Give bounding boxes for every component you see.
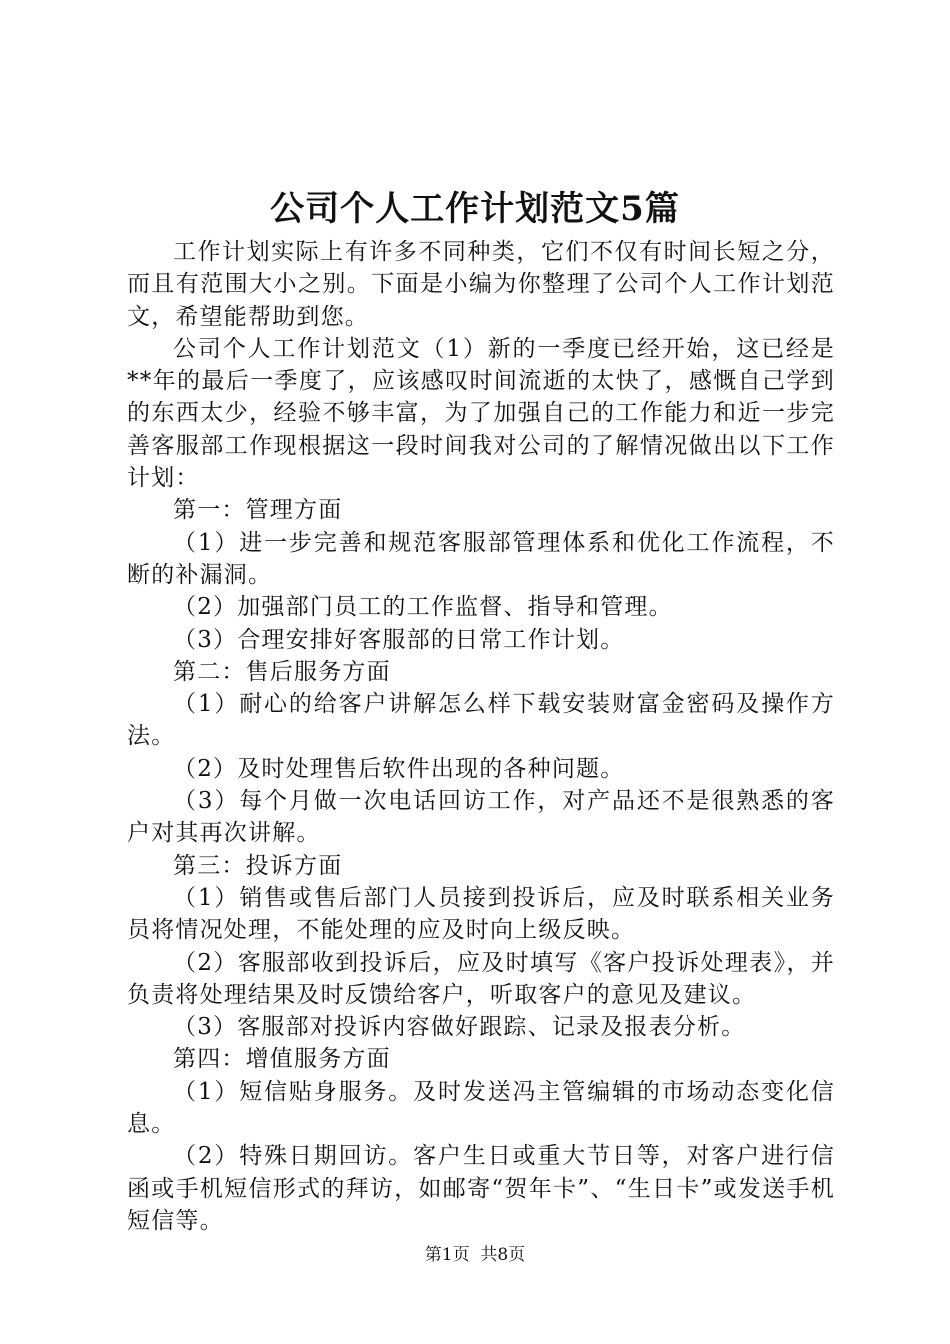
- section-item: （1）耐心的给客户讲解怎么样下载安装财富金密码及操作方法。: [127, 691, 835, 750]
- section-item: （1）进一步完善和规范客服部管理体系和优化工作流程，不断的补漏洞。: [127, 529, 835, 588]
- section-item: （2）特殊日期回访。客户生日或重大节日等，对客户进行信函或手机短信形式的拜访，如邮寄“贺年卡”、“生日卡”或发送手机短信等。: [127, 1143, 835, 1234]
- section-heading: 第三：投诉方面: [173, 852, 343, 879]
- section-item: （2）加强部门员工的工作监督、指导和管理。: [173, 594, 673, 621]
- document-title: 公司个人工作计划范文5篇: [270, 189, 680, 229]
- page-footer: [0, 1244, 950, 1266]
- page-total: 共8页: [480, 1245, 526, 1265]
- section-item: （3）客服部对投诉内容做好跟踪、记录及报表分析。: [173, 1014, 746, 1041]
- section-item: （3）合理安排好客服部的日常工作计划。: [173, 626, 625, 653]
- section-heading: 第二：售后服务方面: [173, 658, 391, 685]
- section-heading: 第一：管理方面: [173, 497, 343, 524]
- section-item: （1）短信贴身服务。及时发送冯主管编辑的市场动态变化信息。: [127, 1078, 835, 1138]
- intro-paragraph: 工作计划实际上有许多不同种类，它们不仅有时间长短之分，而且有范围大小之别。下面是小编为你整理了公司个人工作计划范文，希望能帮助到您。: [127, 239, 835, 330]
- section-item: （3）每个月做一次电话回访工作，对产品还不是很熟悉的客户对其再次讲解。: [127, 788, 835, 847]
- section-item: （2）及时处理售后软件出现的各种问题。: [173, 755, 625, 782]
- section-heading: 第四：增值服务方面: [173, 1046, 391, 1073]
- opening-paragraph: 公司个人工作计划范文（1）新的一季度已经开始，这已经是**年的最后一季度了，应该感叹时间流逝的太快了，感慨自己学到的东西太少，经验不够丰富，为了加强自己的工作能力和近一步完善客服部工作现根据这一段时间我对公司的了解情况做出以下工作计划：: [127, 335, 835, 492]
- page-number: 第1页: [424, 1245, 470, 1265]
- section-item: （2）客服部收到投诉后，应及时填写《客户投诉处理表》，并负责将处理结果及时反馈给客户，听取客户的意见及建议。: [127, 949, 835, 1008]
- document-body: [127, 236, 835, 1237]
- section-item: （1）销售或售后部门人员接到投诉后，应及时联系相关业务员将情况处理，不能处理的应及时向上级反映。: [127, 884, 835, 944]
